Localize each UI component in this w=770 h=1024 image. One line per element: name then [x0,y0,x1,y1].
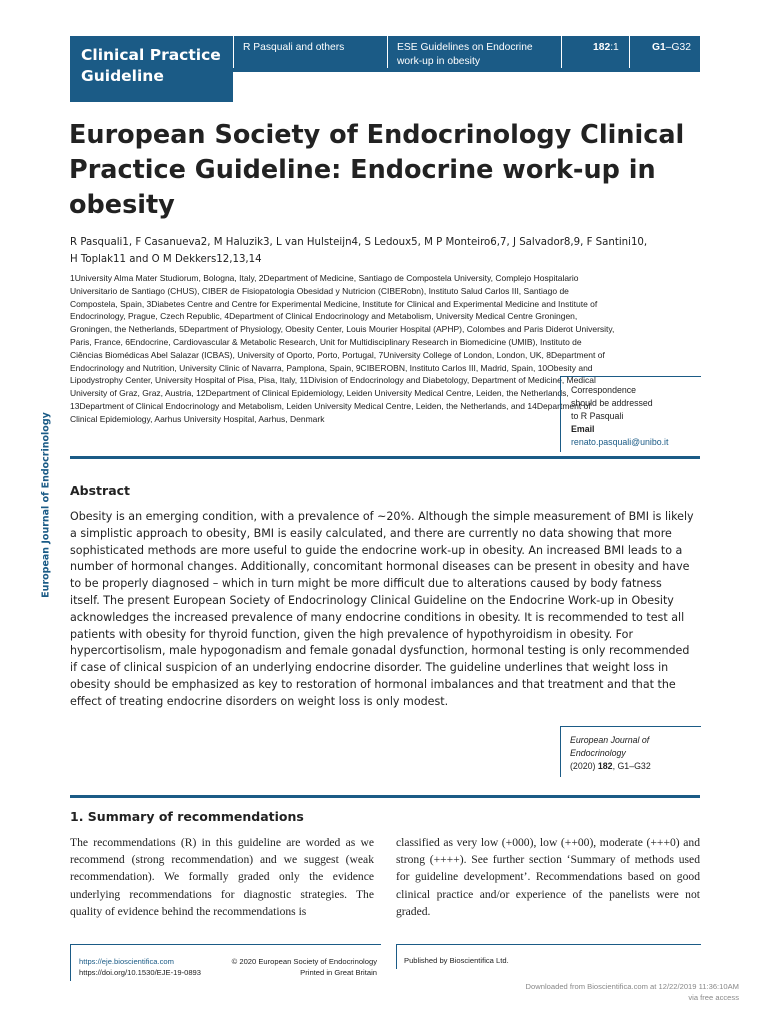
journal-url[interactable]: https://eje.bioscientifica.com [79,957,174,966]
journal-side-label: European Journal of Endocrinology [40,412,52,598]
section-rule [70,795,700,798]
section-heading: 1. Summary of recommendations [70,809,304,824]
correspondence [571,384,701,449]
printed-note: Printed in Great Britain [300,968,377,977]
correspondence-name: to R Pasquali [571,411,624,421]
header-short-title: ESE Guidelines on Endocrine work-up in obesity [397,42,533,67]
citation [570,734,700,773]
article-title: European Society of Endocrinology Clinical Practice Guideline: Endocrine work-up in obesity [69,120,685,220]
category-label: Clinical Practice Guideline [81,46,221,85]
author-line-1: R Pasquali1, F Casanueva2, M Haluzik3, L van Hulsteijn4, S Ledoux5, M P Monteiro6,7, J Salvador8,9, F Santini10, [70,237,648,248]
publisher-note: Published by Bioscientifica Ltd. [404,956,509,965]
header-divider [233,36,234,68]
abstract-text: Obesity is an emerging condition, with a prevalence of ~20%. Although the simple measurement of BMI is likely a simplistic approach to obesity, BMI is easily calculated, and there are currently no data showing that more sophisticated methods are more useful to guide the endocrine work-up in obesity. An increased BMI leads to a number of hormonal changes. Additionally, concomitant hormonal diseases can be present in obesity and have to be properly diagnosed – which in turn might be more difficult due to alterations caused by body fatness itself. The present European Society of Endocrinology Clinical Guideline on the Endocrine Work-up in Obesity acknowledges the increased prevalence of many endocrine conditions in obesity. It is recommended to test all patients with obesity for thyroid function, given the high prevalence of hypothyroidism in obesity. For hypercortisolism, male hypogonadism and female gonadal dysfunction, hormonal testing is only recommended if case of clinical suspicion of an underlying endocrine disorder. The guideline underlines that weight loss in obesity should be emphasized as key to restoration of hormonal imbalances and that treatment and that the effect of treating endocrine disorders on weight loss is only modest. [70,510,694,708]
section-rule [70,456,700,459]
header-volume: 182:1 [593,42,619,53]
download-stamp [526,981,739,1003]
header-pages: G1–G32 [652,42,691,53]
author-line-2: H Toplak11 and O M Dekkers12,13,14 [70,254,262,265]
affiliations: 1University Alma Mater Studiorum, Bologna, Italy, 2Department of Medicine, Santiago de Compostela University, Complejo Hospitalario Universitario de Santiago (CHUS), CIBER de Fisiopatologia Obesidad y Nutricion (CIBERobn), Instituto Salud Carlos III, Santiago de Compostela, Spain, 3Diabetes Centre and Centre for Experimental Medicine, Institute for Clinical and Experimental Medicine and Institute of Endocrinology, Prague, Czech Republic, 4Department of Clinical Endocrinology and Metabolism, University Medical Centre Groningen, Groningen, the Netherlands, 5Department of Physiology, Obesity Center, Louis Mourier Hospital (APHP), Colombes and Paris Diderot University, Paris, France, 6Endocrine, Cardiovascular & Metabolic Research, Unit for Multidisciplinary Research in Biomedicine (UMIB), Instituto de Ciências Biomédicas Abel Salazar (ICBAS), University of Oporto, Porto, Portugal, 7University College of London, London, UK, 8Department of Endocrinology and Nutrition, University Clinic of Navarra, Pamplona, Spain, 9CIBEROBN, Instituto Carlos III, Madrid, Spain, 10Obesity and Lipodystrophy Center, University Hospital of Pisa, Pisa, Italy, 11Division of Endocrinology and Diabetology, Department of Medicine, Medical University of Graz, Graz, Austria, 12Department of Clinical Epidemiology, Leiden University Medical Centre, Leiden, the Netherlands, 13Department of Clinical Endocrinology and Metabolism, Leiden University Medical Centre, Leiden, the Netherlands, and 14Department of Clinical Epidemiology, Aarhus University Hospital, Aarhus, Denmark [70,273,615,424]
doi-link[interactable]: https://doi.org/10.1530/EJE-19-0893 [79,968,202,977]
header-divider [387,36,388,68]
author-list [70,234,700,268]
body-column-left: The recommendations (R) in this guideline are worded as we recommend (strong recommendation) and we suggest (weak recommendation). We formally graded only the evidence underlying recommendations for diagnostic strategies. The quality of evidence behind the recommendations is [70,836,374,918]
download-date: Downloaded from Bioscientifica.com at 12/22/2019 11:36:10AM [525,982,739,991]
header-divider [561,36,562,68]
email-label: Email [571,424,595,434]
abstract-heading: Abstract [70,483,131,498]
correspondence-label: Correspondence [571,385,637,395]
correspondence-text: should be addressed [571,398,653,408]
header-divider [629,36,630,68]
copyright: © 2020 European Society of Endocrinology [231,957,377,966]
citation-journal: European Journal of Endocrinology [570,735,650,758]
body-column-right: classified as very low (+000), low (++00), moderate (+++0) and strong (++++). See further section ‘Summary of methods used for guideline development’. Recommendations based on good clinical practice and/or experience of the panelists were not graded. [396,836,700,918]
email-link[interactable]: renato.pasquali@unibo.it [571,437,669,447]
header-authors: R Pasquali and others [243,42,345,53]
access-note: via free access [688,993,739,1002]
citation-details: (2020) 182, G1–G32 [570,761,651,771]
